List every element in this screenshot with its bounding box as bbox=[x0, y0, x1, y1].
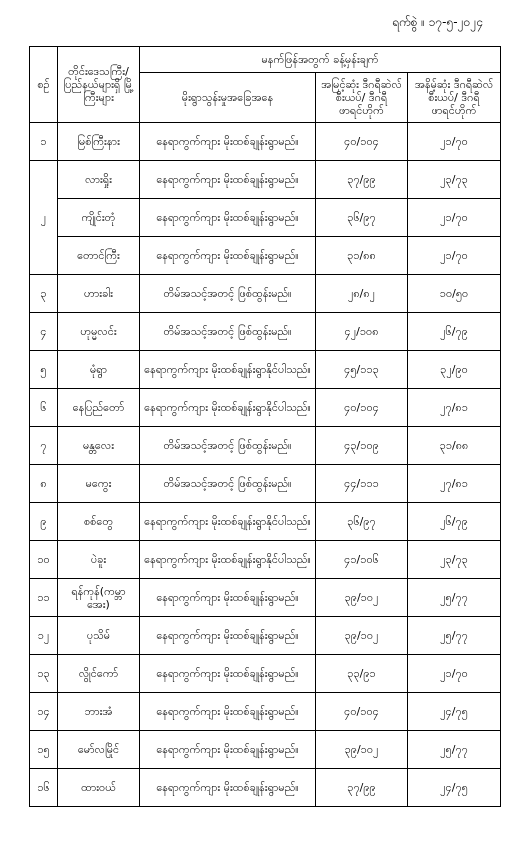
cell-max-temp: ၃၆/၉၇ bbox=[316, 199, 408, 237]
cell-max-temp: ၄၁/၁၀၆ bbox=[316, 541, 408, 579]
cell-min-temp: ၂၁/၇၀ bbox=[408, 199, 501, 237]
cell-condition: နေရာကွက်ကျား မိုးထစ်ချုန်းရွာမည်။ bbox=[140, 123, 316, 161]
cell-condition: တိမ်အသင့်အတင့် ဖြစ်ထွန်းမည်။ bbox=[140, 313, 316, 351]
cell-condition: တိမ်အသင့်အတင့် ဖြစ်ထွန်းမည်။ bbox=[140, 427, 316, 465]
cell-max-temp: ၄၀/၁၀၄ bbox=[316, 123, 408, 161]
cell-no: ၄ bbox=[30, 313, 58, 351]
table-row bbox=[30, 503, 501, 541]
cell-min-temp: ၃၂/၉၀ bbox=[408, 351, 501, 389]
cell-condition: နေရာကွက်ကျား မိုးထစ်ချုန်းရွာမည်။ bbox=[140, 693, 316, 731]
cell-no: ၁၅ bbox=[30, 731, 58, 769]
cell-min-temp: ၂၆/၇၉ bbox=[408, 313, 501, 351]
cell-min-temp: ၂၄/၇၅ bbox=[408, 693, 501, 731]
table-row bbox=[30, 769, 501, 807]
cell-town: စစ်တွေ bbox=[58, 503, 140, 541]
cell-town: ပဲခူး bbox=[58, 541, 140, 579]
cell-town: လားရှိုး bbox=[58, 161, 140, 199]
cell-min-temp: ၂၃/၇၃ bbox=[408, 541, 501, 579]
cell-town: ကျိုင်းတုံ bbox=[58, 199, 140, 237]
cell-town: မြစ်ကြီးနား bbox=[58, 123, 140, 161]
table-row bbox=[30, 313, 501, 351]
cell-max-temp: ၂၈/၈၂ bbox=[316, 275, 408, 313]
table-row bbox=[30, 693, 501, 731]
cell-town: မန္တလေး bbox=[58, 427, 140, 465]
cell-condition: တိမ်အသင့်အတင့် ဖြစ်ထွန်းမည်။ bbox=[140, 275, 316, 313]
cell-town: တောင်ကြီး bbox=[58, 237, 140, 275]
cell-max-temp: ၃၇/၉၉ bbox=[316, 161, 408, 199]
cell-no: ၁၁ bbox=[30, 579, 58, 617]
cell-min-temp: ၂၅/၇၇ bbox=[408, 579, 501, 617]
cell-max-temp: ၃၉/၁၀၂ bbox=[316, 579, 408, 617]
cell-max-temp: ၃၃/၉၁ bbox=[316, 655, 408, 693]
table-row bbox=[30, 275, 501, 313]
header-town: တိုင်းဒေသကြီး/ ပြည်နယ်များရှိ မြို့ကြီးများ bbox=[58, 47, 140, 123]
cell-max-temp: ၄၂/၁၀၈ bbox=[316, 313, 408, 351]
cell-condition: နေရာကွက်ကျား မိုးထစ်ချုန်းရွာနိုင်ပါသည်။ bbox=[140, 541, 316, 579]
cell-no: ၁၀ bbox=[30, 541, 58, 579]
cell-no: ၉ bbox=[30, 503, 58, 541]
header-no: စဉ် bbox=[30, 47, 58, 123]
cell-town: ထားဝယ် bbox=[58, 769, 140, 807]
cell-min-temp: ၂၃/၇၃ bbox=[408, 161, 501, 199]
cell-condition: နေရာကွက်ကျား မိုးထစ်ချုန်းရွာမည်။ bbox=[140, 769, 316, 807]
cell-max-temp: ၃၉/၁၀၂ bbox=[316, 617, 408, 655]
cell-max-temp: ၄၅/၁၁၃ bbox=[316, 351, 408, 389]
cell-no: ၆ bbox=[30, 389, 58, 427]
cell-condition: နေရာကွက်ကျား မိုးထစ်ချုန်းရွာနိုင်ပါသည်။ bbox=[140, 389, 316, 427]
cell-min-temp: ၃၁/၈၈ bbox=[408, 427, 501, 465]
cell-town: ရန်ကုန်(ကမ္ဘာအေး) bbox=[58, 579, 140, 617]
header-forecast-group: မနက်ဖြန်အတွက် ခန့်မှန်းချက် bbox=[140, 47, 501, 73]
table-row bbox=[30, 427, 501, 465]
cell-town: ဟုမ္မလင်း bbox=[58, 313, 140, 351]
cell-max-temp: ၄၃/၁၀၉ bbox=[316, 427, 408, 465]
cell-no: ၁၆ bbox=[30, 769, 58, 807]
cell-no: ၁၄ bbox=[30, 693, 58, 731]
cell-min-temp: ၁၀/၅၀ bbox=[408, 275, 501, 313]
cell-min-temp: ၂၄/၇၅ bbox=[408, 769, 501, 807]
cell-min-temp: ၂၁/၇၀ bbox=[408, 655, 501, 693]
cell-no: ၂ bbox=[30, 161, 58, 275]
cell-min-temp: ၂၆/၇၉ bbox=[408, 503, 501, 541]
cell-town: မုံရွာ bbox=[58, 351, 140, 389]
cell-no: ၈ bbox=[30, 465, 58, 503]
table-row bbox=[30, 351, 501, 389]
table-row bbox=[30, 731, 501, 769]
cell-condition: တိမ်အသင့်အတင့် ဖြစ်ထွန်းမည်။ bbox=[140, 465, 316, 503]
cell-no: ၁၂ bbox=[30, 617, 58, 655]
cell-town: ဟားခါး bbox=[58, 275, 140, 313]
header-min-temp: အနိမ့်ဆုံး ဒီဂရီဆဲလ်စီးယပ်/ ဒီဂရီဖာရင်ဟိုက် bbox=[408, 73, 501, 123]
table-row bbox=[30, 579, 501, 617]
cell-town: ဘားအံ bbox=[58, 693, 140, 731]
cell-condition: နေရာကွက်ကျား မိုးထစ်ချုန်းရွာမည်။ bbox=[140, 731, 316, 769]
cell-town: မော်လမြိုင် bbox=[58, 731, 140, 769]
cell-condition: နေရာကွက်ကျား မိုးထစ်ချုန်းရွာမည်။ bbox=[140, 617, 316, 655]
cell-condition: နေရာကွက်ကျား မိုးထစ်ချုန်းရွာနိုင်ပါသည်။ bbox=[140, 351, 316, 389]
cell-no: ၁ bbox=[30, 123, 58, 161]
cell-min-temp: ၂၁/၇၀ bbox=[408, 237, 501, 275]
cell-max-temp: ၃၇/၉၉ bbox=[316, 769, 408, 807]
table-row bbox=[30, 199, 501, 237]
cell-max-temp: ၃၁/၈၈ bbox=[316, 237, 408, 275]
cell-no: ၇ bbox=[30, 427, 58, 465]
table-row bbox=[30, 161, 501, 199]
cell-max-temp: ၄၄/၁၁၁ bbox=[316, 465, 408, 503]
table-row bbox=[30, 123, 501, 161]
cell-min-temp: ၂၁/၇၀ bbox=[408, 123, 501, 161]
table-row bbox=[30, 655, 501, 693]
table-row bbox=[30, 465, 501, 503]
cell-town: လွိုင်ကော် bbox=[58, 655, 140, 693]
cell-min-temp: ၂၇/၈၁ bbox=[408, 465, 501, 503]
forecast-table bbox=[29, 46, 501, 807]
cell-no: ၃ bbox=[30, 275, 58, 313]
cell-max-temp: ၃၉/၁၀၂ bbox=[316, 731, 408, 769]
cell-condition: နေရာကွက်ကျား မိုးထစ်ချုန်းရွာမည်။ bbox=[140, 199, 316, 237]
cell-condition: နေရာကွက်ကျား မိုးထစ်ချုန်းရွာနိုင်ပါသည်။ bbox=[140, 503, 316, 541]
cell-condition: နေရာကွက်ကျား မိုးထစ်ချုန်းရွာမည်။ bbox=[140, 161, 316, 199]
cell-no: ၁၃ bbox=[30, 655, 58, 693]
cell-condition: နေရာကွက်ကျား မိုးထစ်ချုန်းရွာမည်။ bbox=[140, 579, 316, 617]
table-row bbox=[30, 541, 501, 579]
document-date: ရက်စွဲ ။ ၁၇-၅-၂၀၂၄ bbox=[392, 15, 483, 29]
cell-town: နေပြည်တော် bbox=[58, 389, 140, 427]
cell-min-temp: ၂၅/၇၇ bbox=[408, 731, 501, 769]
cell-max-temp: ၃၆/၉၇ bbox=[316, 503, 408, 541]
cell-town: ပုသိမ် bbox=[58, 617, 140, 655]
cell-town: မကွေး bbox=[58, 465, 140, 503]
cell-max-temp: ၄၀/၁၀၄ bbox=[316, 389, 408, 427]
cell-min-temp: ၂၇/၈၁ bbox=[408, 389, 501, 427]
header-max-temp: အမြင့်ဆုံး ဒီဂရီဆဲလ်စီးယပ်/ ဒီဂရီဖာရင်ဟိုက် bbox=[316, 73, 408, 123]
table-row bbox=[30, 617, 501, 655]
cell-no: ၅ bbox=[30, 351, 58, 389]
cell-condition: နေရာကွက်ကျား မိုးထစ်ချုန်းရွာမည်။ bbox=[140, 237, 316, 275]
table-row bbox=[30, 237, 501, 275]
cell-min-temp: ၂၅/၇၇ bbox=[408, 617, 501, 655]
cell-max-temp: ၄၀/၁၀၄ bbox=[316, 693, 408, 731]
cell-condition: နေရာကွက်ကျား မိုးထစ်ချုန်းရွာမည်။ bbox=[140, 655, 316, 693]
table-row bbox=[30, 389, 501, 427]
header-condition: မိုးရွာသွန်းမှုအခြေအနေ bbox=[140, 73, 316, 123]
